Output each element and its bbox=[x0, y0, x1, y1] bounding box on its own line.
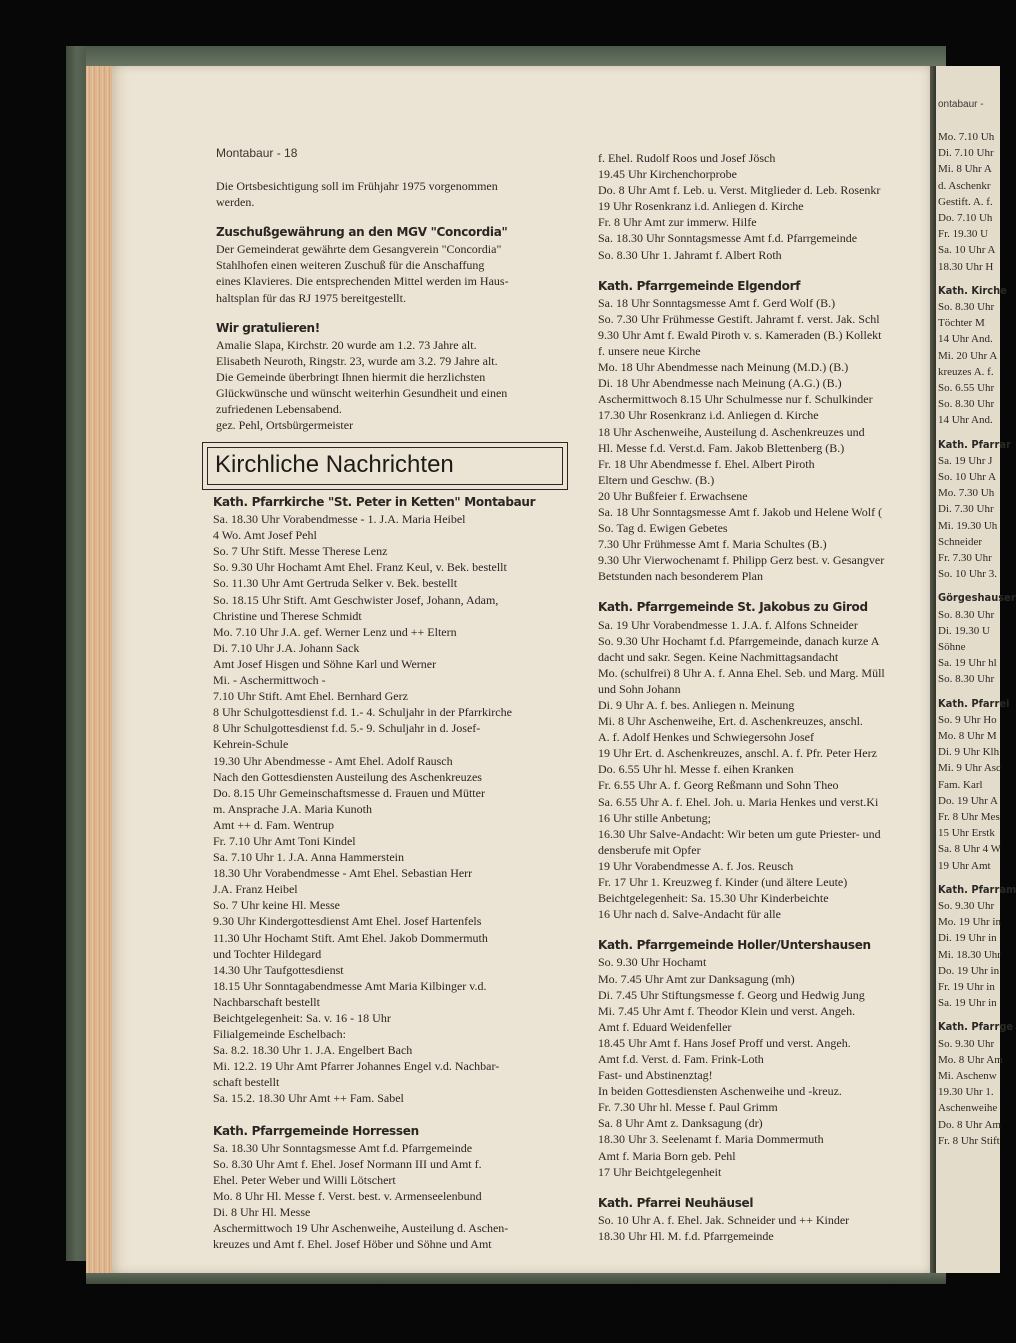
text-line: Hl. Messe f.d. Verst.d. Fam. Jakob Blettenberg (B.) bbox=[598, 440, 845, 455]
text-line: 18 Uhr Aschenweihe, Austeilung d. Aschenkreuzes und bbox=[598, 424, 865, 439]
section-heading: Kath. Pfarrgemeinde Holler/Untershausen bbox=[598, 938, 871, 953]
next-page-line: Mo. 19 Uhr in bbox=[938, 916, 1001, 929]
next-page-line: Mi. 18.30 Uhr bbox=[938, 948, 1001, 961]
text-line: So. 8.30 Uhr 1. Jahramt f. Albert Roth bbox=[598, 247, 782, 262]
text-line: 16 Uhr nach d. Salve-Andacht für alle bbox=[598, 907, 781, 922]
text-line: 19 Uhr Ert. d. Aschenkreuzes, anschl. A. f. Pfr. Peter Herz bbox=[598, 746, 877, 761]
text-line: Nachbarschaft bestellt bbox=[213, 994, 320, 1009]
text-line: 11.30 Uhr Hochamt Stift. Amt Ehel. Jakob Dommermuth bbox=[213, 930, 488, 945]
text-line: Amt ++ d. Fam. Wentrup bbox=[213, 817, 335, 832]
text-line: So. 9.30 Uhr Hochamt bbox=[598, 955, 707, 970]
text-line: Ehel. Peter Weber und Willi Lötschert bbox=[213, 1172, 396, 1187]
text-line: Christine und Therese Schmidt bbox=[213, 608, 362, 623]
text-line: densberufe mit Opfer bbox=[598, 842, 701, 857]
text-line: Beichtgelegenheit: Sa. v. 16 - 18 Uhr bbox=[213, 1011, 391, 1025]
section-heading: Wir gratulieren! bbox=[216, 320, 320, 335]
text-line: Sa. 8 Uhr Amt z. Danksagung (dr) bbox=[598, 1116, 763, 1131]
next-page-line: Do. 8 Uhr Am bbox=[938, 1118, 1001, 1131]
next-page-line: Do. 19 Uhr in bbox=[938, 964, 1000, 977]
next-page-line: Mo. 8 Uhr M bbox=[938, 730, 997, 742]
text-line: 16 Uhr stille Anbetung; bbox=[598, 810, 711, 825]
next-page-line: So. 10 Uhr A bbox=[938, 471, 997, 483]
text-line: Amt f. Eduard Weidenfeller bbox=[598, 1019, 732, 1034]
text-line: So. 10 Uhr A. f. Ehel. Jak. Schneider und ++ Kinder bbox=[598, 1212, 850, 1227]
page-edges bbox=[86, 66, 114, 1273]
next-page-line: Mo. 8 Uhr Am bbox=[938, 1053, 1003, 1066]
text-line: Sa. 18.30 Uhr Vorabendmesse - 1. J.A. Maria Heibel bbox=[213, 512, 466, 527]
text-line: Sa. 18.30 Uhr Sonntagsmesse Amt f.d. Pfarrgemeinde bbox=[598, 231, 858, 246]
next-page-heading: Kath. Pfarram bbox=[938, 882, 1016, 896]
text-line: A. f. Adolf Henkes und Schwiegersohn Josef bbox=[598, 730, 814, 745]
text-line: So. 11.30 Uhr Amt Gertruda Selker v. Bek. bestellt bbox=[213, 576, 458, 591]
text-line: Sa. 7.10 Uhr 1. J.A. Anna Hammerstein bbox=[213, 850, 404, 865]
next-page-line: So. 8.30 Uhr bbox=[938, 301, 995, 313]
text-line: Betstunden nach besonderem Plan bbox=[598, 569, 763, 584]
next-page-line: Töchter M bbox=[938, 317, 985, 330]
text-line: So. 8.30 Uhr Amt f. Ehel. Josef Normann III und Amt f. bbox=[213, 1156, 482, 1171]
text-line: schaft bestellt bbox=[213, 1075, 280, 1090]
running-head: Montabaur - 18 bbox=[216, 146, 298, 160]
next-page-line: Di. 19.30 U bbox=[938, 624, 990, 637]
text-line: 19.45 Uhr Kirchenchorprobe bbox=[598, 167, 737, 182]
next-page-line: Mi. Aschenw bbox=[938, 1070, 997, 1082]
next-page-line: 19.30 Uhr 1. bbox=[938, 1086, 994, 1099]
text-line: 18.30 Uhr Vorabendmesse - Amt Ehel. Sebastian Herr bbox=[213, 866, 473, 881]
text-line: 20 Uhr Bußfeier f. Erwachsene bbox=[598, 488, 748, 503]
text-line: Do. 8 Uhr Amt f. Leb. u. Verst. Mitglieder d. Leb. Rosenkr bbox=[598, 183, 881, 198]
text-line: 19.30 Uhr Abendmesse - Amt Ehel. Adolf Rausch bbox=[213, 753, 453, 768]
next-page-line: So. 9.30 Uhr bbox=[938, 900, 995, 912]
left-column-upper bbox=[216, 178, 576, 433]
next-page-line: So. 8.30 Uhr bbox=[938, 398, 995, 411]
next-page-line: Aschenweihe bbox=[938, 1102, 998, 1115]
text-line: Di. 8 Uhr Hl. Messe bbox=[213, 1205, 311, 1220]
text-line: gez. Pehl, Ortsbürgermeister bbox=[216, 418, 354, 433]
next-page-heading: Kath. Pfarrar bbox=[938, 437, 1011, 451]
text-line: Die Gemeinde überbringt Ihnen hiermit die herzlichsten bbox=[216, 369, 486, 384]
next-page-line: Sa. 19 Uhr in bbox=[938, 997, 997, 1010]
book-cover-top bbox=[86, 46, 946, 68]
text-line: So. 7 Uhr Stift. Messe Therese Lenz bbox=[213, 544, 388, 559]
text-line: Fr. 6.55 Uhr A. f. Georg Reßmann und Sohn Theo bbox=[598, 778, 839, 793]
next-page-line: Di. 19 Uhr in bbox=[938, 932, 997, 945]
text-line: 17 Uhr Beichtgelegenheit bbox=[598, 1164, 722, 1179]
text-line: dacht und sakr. Segen. Keine Nachmittagsandacht bbox=[598, 649, 839, 664]
next-page-line: Mi. 9 Uhr Asc bbox=[938, 762, 1001, 775]
next-page-line: Fam. Karl bbox=[938, 778, 983, 791]
text-line: f. unsere neue Kirche bbox=[598, 344, 701, 359]
text-line: Di. 9 Uhr A. f. bes. Anliegen n. Meinung bbox=[598, 698, 795, 712]
next-page-line: So. 9.30 Uhr bbox=[938, 1037, 995, 1050]
text-line: So. Tag d. Ewigen Gebetes bbox=[598, 521, 728, 536]
next-page-line: Sa. 8 Uhr 4 W bbox=[938, 843, 1002, 856]
next-page-line: Mo. 7.30 Uh bbox=[938, 487, 995, 500]
next-page-line: Sa. 19 Uhr J bbox=[938, 454, 993, 467]
text-line: Elisabeth Neuroth, Ringstr. 23, wurde am 3.2. 79 Jahre alt. bbox=[216, 353, 498, 368]
next-page-fragment bbox=[936, 66, 1016, 1273]
text-line: 16.30 Uhr Salve-Andacht: Wir beten um gute Priester- und bbox=[598, 826, 881, 841]
text-line: Mo. 18 Uhr Abendmesse nach Meinung (M.D.) (B.) bbox=[598, 360, 849, 375]
next-page-line: 14 Uhr And. bbox=[938, 414, 993, 427]
next-page-line: Mo. 7.10 Uh bbox=[938, 131, 995, 143]
text-line: 4 Wo. Amt Josef Pehl bbox=[213, 528, 317, 543]
section-heading: Kath. Pfarrgemeinde St. Jakobus zu Girod bbox=[598, 600, 868, 615]
text-line: Fr. 7.10 Uhr Amt Toni Kindel bbox=[213, 833, 356, 848]
text-line: zufriedenen Lebensabend. bbox=[216, 402, 342, 417]
next-page-line: kreuzes A. f. bbox=[938, 365, 994, 378]
text-line: 18.45 Uhr Amt f. Hans Josef Proff und verst. Angeh. bbox=[598, 1035, 851, 1050]
text-line: Mo. 7.10 Uhr J.A. gef. Werner Lenz und ++ Eltern bbox=[213, 624, 457, 639]
next-page-line: 19 Uhr Amt bbox=[938, 859, 991, 872]
next-page-line: 14 Uhr And. bbox=[938, 333, 993, 346]
next-page-line: Di. 7.10 Uhr bbox=[938, 147, 994, 160]
next-page-heading: Kath. Pfarrei bbox=[938, 696, 1010, 710]
text-line: Amalie Slapa, Kirchstr. 20 wurde am 1.2. 73 Jahre alt. bbox=[216, 337, 477, 352]
text-line: So. 9.30 Uhr Hochamt f.d. Pfarrgemeinde, danach kurze A bbox=[598, 633, 880, 648]
text-line: eines Klavieres. Die entsprechenden Mittel werden im Haus- bbox=[216, 274, 509, 289]
section-heading: Zuschußgewährung an den MGV "Concordia" bbox=[216, 225, 508, 240]
next-page-line: Fr. 8 Uhr Stift bbox=[938, 1134, 1000, 1147]
text-line: 19 Uhr Rosenkranz i.d. Anliegen d. Kirche bbox=[598, 199, 804, 214]
text-line: m. Ansprache J.A. Maria Kunoth bbox=[213, 801, 372, 816]
section-title: Kirchliche Nachrichten bbox=[215, 451, 454, 478]
text-line: Sa. 8.2. 18.30 Uhr 1. J.A. Engelbert Bach bbox=[213, 1043, 413, 1058]
text-line: J.A. Franz Heibel bbox=[213, 882, 298, 897]
text-line: Fr. 8 Uhr Amt zur immerw. Hilfe bbox=[598, 215, 757, 230]
text-line: 18.30 Uhr 3. Seelenamt f. Maria Dommermuth bbox=[598, 1132, 824, 1147]
text-line: Amt f. Maria Born geb. Pehl bbox=[598, 1148, 736, 1163]
text-line: Aschermittwoch 8.15 Uhr Schulmesse nur f. Schulkinder bbox=[598, 392, 873, 407]
next-page-line: So. 6.55 Uhr bbox=[938, 382, 995, 394]
next-page-heading: Kath. Pfarrge bbox=[938, 1020, 1014, 1034]
text-line: So. 7.30 Uhr Frühmesse Gestift. Jahramt f. verst. Jak. Schl bbox=[598, 311, 880, 326]
text-line: Sa. 18.30 Uhr Sonntagsmesse Amt f.d. Pfarrgemeinde bbox=[213, 1140, 473, 1155]
section-heading: Kath. Pfarrei Neuhäusel bbox=[598, 1195, 754, 1210]
text-line: Di. 7.45 Uhr Stiftungsmesse f. Georg und Hedwig Jung bbox=[598, 987, 865, 1002]
text-line: So. 9.30 Uhr Hochamt Amt Ehel. Franz Keul, v. Bek. bestellt bbox=[213, 560, 507, 575]
text-line: haltsplan für das RJ 1975 bereitgestellt. bbox=[216, 290, 406, 305]
left-column-lower bbox=[213, 494, 579, 1252]
next-page-line: So. 8.30 Uhr bbox=[938, 673, 995, 686]
text-line: Aschermittwoch 19 Uhr Aschenweihe, Austeilung d. Aschen- bbox=[213, 1221, 509, 1236]
text-line: Mi. 12.2. 19 Uhr Amt Pfarrer Johannes Engel v.d. Nachbar- bbox=[213, 1059, 500, 1074]
text-line: Sa. 19 Uhr Vorabendmesse 1. J.A. f. Alfons Schneider bbox=[598, 617, 858, 632]
text-line: und Tochter Hildegard bbox=[213, 946, 322, 961]
text-line: Kehrein-Schule bbox=[213, 737, 289, 752]
text-line: Fr. 18 Uhr Abendmesse f. Ehel. Albert Piroth bbox=[598, 456, 815, 471]
text-line: Eltern und Geschw. (B.) bbox=[598, 472, 715, 487]
next-page-line: Do. 19 Uhr A bbox=[938, 794, 998, 807]
text-line: 19 Uhr Vorabendmesse A. f. Jos. Reusch bbox=[598, 858, 794, 873]
text-line: Do. 6.55 Uhr hl. Messe f. eihen Kranken bbox=[598, 762, 794, 777]
text-line: Amt f.d. Verst. d. Fam. Frink-Loth bbox=[598, 1051, 764, 1066]
text-line: 18.30 Uhr Hl. M. f.d. Pfarrgemeinde bbox=[598, 1228, 774, 1243]
text-line: 18.15 Uhr Sonntagabendmesse Amt Maria Kilbinger v.d. bbox=[213, 978, 487, 993]
text-line: Mi. 7.45 Uhr Amt f. Theodor Klein und verst. Angeh. bbox=[598, 1003, 856, 1018]
text-line: 8 Uhr Schulgottesdienst f.d. 5.- 9. Schuljahr in d. Josef- bbox=[213, 721, 481, 736]
section-heading: Kath. Pfarrgemeinde Horressen bbox=[213, 1123, 419, 1138]
next-page-line: Fr. 19 Uhr in bbox=[938, 981, 995, 993]
next-page-heading: Kath. Kirche bbox=[938, 283, 1007, 297]
text-line: Mo. (schulfrei) 8 Uhr A. f. Anna Ehel. Seb. und Marg. Müll bbox=[598, 665, 885, 680]
next-page-line: Mi. 19.30 Uh bbox=[938, 519, 998, 532]
next-page-line: Sa. 19 Uhr hl bbox=[938, 657, 997, 670]
text-line: 9.30 Uhr Kindergottesdienst Amt Ehel. Josef Hartenfels bbox=[213, 914, 482, 929]
next-page-line: 18.30 Uhr H bbox=[938, 260, 994, 273]
text-line: Nach den Gottesdiensten Austeilung des Aschenkreuzes bbox=[213, 769, 482, 784]
text-line: Mi. 8 Uhr Aschenweihe, Ert. d. Aschenkreuzes, anschl. bbox=[598, 714, 863, 729]
text-line: 17.30 Uhr Rosenkranz i.d. Anliegen d. Kirche bbox=[598, 408, 819, 423]
text-line: Mo. 7.45 Uhr Amt zur Danksagung (mh) bbox=[598, 971, 795, 986]
text-line: Di. 18 Uhr Abendmesse nach Meinung (A.G.) (B.) bbox=[598, 376, 842, 391]
text-line: Beichtgelegenheit: Sa. 15.30 Uhr Kinderbeichte bbox=[598, 891, 829, 906]
text-line: werden. bbox=[216, 195, 255, 210]
next-page-line: Söhne bbox=[938, 641, 966, 653]
text-line: Fast- und Abstinenztag! bbox=[598, 1068, 713, 1083]
text-line: Glückwünsche und wünscht weiterhin Gesundheit und einen bbox=[216, 386, 508, 401]
next-page-line: Di. 9 Uhr Klh bbox=[938, 746, 1000, 759]
text-line: Sa. 18 Uhr Sonntagsmesse Amt f. Gerd Wolf (B.) bbox=[598, 295, 836, 310]
section-title-box bbox=[202, 442, 568, 490]
next-page-line: Di. 7.30 Uhr bbox=[938, 503, 994, 516]
next-page-line: d. Aschenkr bbox=[938, 179, 991, 192]
text-line: 7.10 Uhr Stift. Amt Ehel. Bernhard Gerz bbox=[213, 689, 408, 704]
text-line: Mo. 8 Uhr Hl. Messe f. Verst. best. v. Armenseelenbund bbox=[213, 1188, 482, 1203]
text-line: f. Ehel. Rudolf Roos und Josef Jösch bbox=[598, 151, 776, 165]
text-line: Die Ortsbesichtigung soll im Frühjahr 1975 vorgenommen bbox=[216, 179, 498, 193]
next-page-line: Gestift. A. f. bbox=[938, 195, 993, 208]
next-page-line: So. 10 Uhr 3. bbox=[938, 568, 997, 581]
section-heading: Kath. Pfarrkirche "St. Peter in Ketten" Montabaur bbox=[213, 495, 536, 509]
section-heading: Kath. Pfarrgemeinde Elgendorf bbox=[598, 278, 801, 293]
text-line: Fr. 17 Uhr 1. Kreuzweg f. Kinder (und ältere Leute) bbox=[598, 875, 848, 890]
next-page-line: Mi. 20 Uhr A bbox=[938, 349, 998, 362]
next-page-line: 15 Uhr Erstk bbox=[938, 827, 995, 840]
next-page-running-head: ontabaur - bbox=[938, 99, 984, 110]
right-column bbox=[598, 150, 930, 1244]
next-page-line: So. 8.30 Uhr bbox=[938, 608, 995, 621]
text-line: In beiden Gottesdiensten Aschenweihe und -kreuz. bbox=[598, 1084, 842, 1099]
text-line: 9.30 Uhr Vierwochenamt f. Philipp Gerz best. v. Gesangver bbox=[598, 553, 885, 568]
text-line: Sa. 6.55 Uhr A. f. Ehel. Joh. u. Maria Henkes und verst.Ki bbox=[598, 794, 879, 809]
text-line: kreuzes und Amt f. Ehel. Josef Höber und Söhne und Amt bbox=[213, 1237, 492, 1252]
text-line: Mi. - Aschermittwoch - bbox=[213, 673, 326, 688]
next-page-line: So. 9 Uhr Ho bbox=[938, 713, 997, 726]
next-page-line: Fr. 19.30 U bbox=[938, 228, 989, 241]
text-line: 9.30 Uhr Amt f. Ewald Piroth v. s. Kameraden (B.) Kollekt bbox=[598, 327, 882, 342]
text-line: 8 Uhr Schulgottesdienst f.d. 1.- 4. Schuljahr in der Pfarrkirche bbox=[213, 705, 512, 720]
text-line: 14.30 Uhr Taufgottesdienst bbox=[213, 962, 344, 977]
text-line: Filialgemeinde Eschelbach: bbox=[213, 1027, 346, 1042]
text-line: Di. 7.10 Uhr J.A. Johann Sack bbox=[213, 640, 360, 655]
next-page-line: Do. 7.10 Uh bbox=[938, 212, 993, 224]
text-line: Sa. 15.2. 18.30 Uhr Amt ++ Fam. Sabel bbox=[213, 1091, 404, 1106]
text-line: Sa. 18 Uhr Sonntagsmesse Amt f. Jakob und Helene Wolf ( bbox=[598, 504, 883, 519]
next-page-line: Schneider bbox=[938, 535, 982, 548]
text-line: So. 7 Uhr keine Hl. Messe bbox=[213, 898, 340, 913]
text-line: und Sohn Johann bbox=[598, 681, 681, 696]
next-page-heading: Görgeshauser bbox=[938, 591, 1016, 605]
text-line: 7.30 Uhr Frühmesse Amt f. Maria Schultes (B.) bbox=[598, 537, 827, 552]
next-page-line: Fr. 8 Uhr Mes bbox=[938, 811, 1000, 823]
next-page-line: Fr. 7.30 Uhr bbox=[938, 552, 992, 564]
text-line: Der Gemeinderat gewährte dem Gesangverein "Concordia" bbox=[216, 242, 502, 257]
text-line: Amt Josef Hisgen und Söhne Karl und Werner bbox=[213, 656, 437, 671]
next-page-line: Sa. 10 Uhr A bbox=[938, 244, 996, 257]
text-line: Stahlhofen einen weiteren Zuschuß für die Anschaffung bbox=[216, 258, 485, 273]
text-line: Fr. 7.30 Uhr hl. Messe f. Paul Grimm bbox=[598, 1100, 778, 1115]
text-line: So. 18.15 Uhr Stift. Amt Geschwister Josef, Johann, Adam, bbox=[213, 592, 499, 607]
text-line: Do. 8.15 Uhr Gemeinschaftsmesse d. Frauen und Mütter bbox=[213, 785, 485, 800]
next-page-line: Mi. 8 Uhr A bbox=[938, 163, 992, 176]
